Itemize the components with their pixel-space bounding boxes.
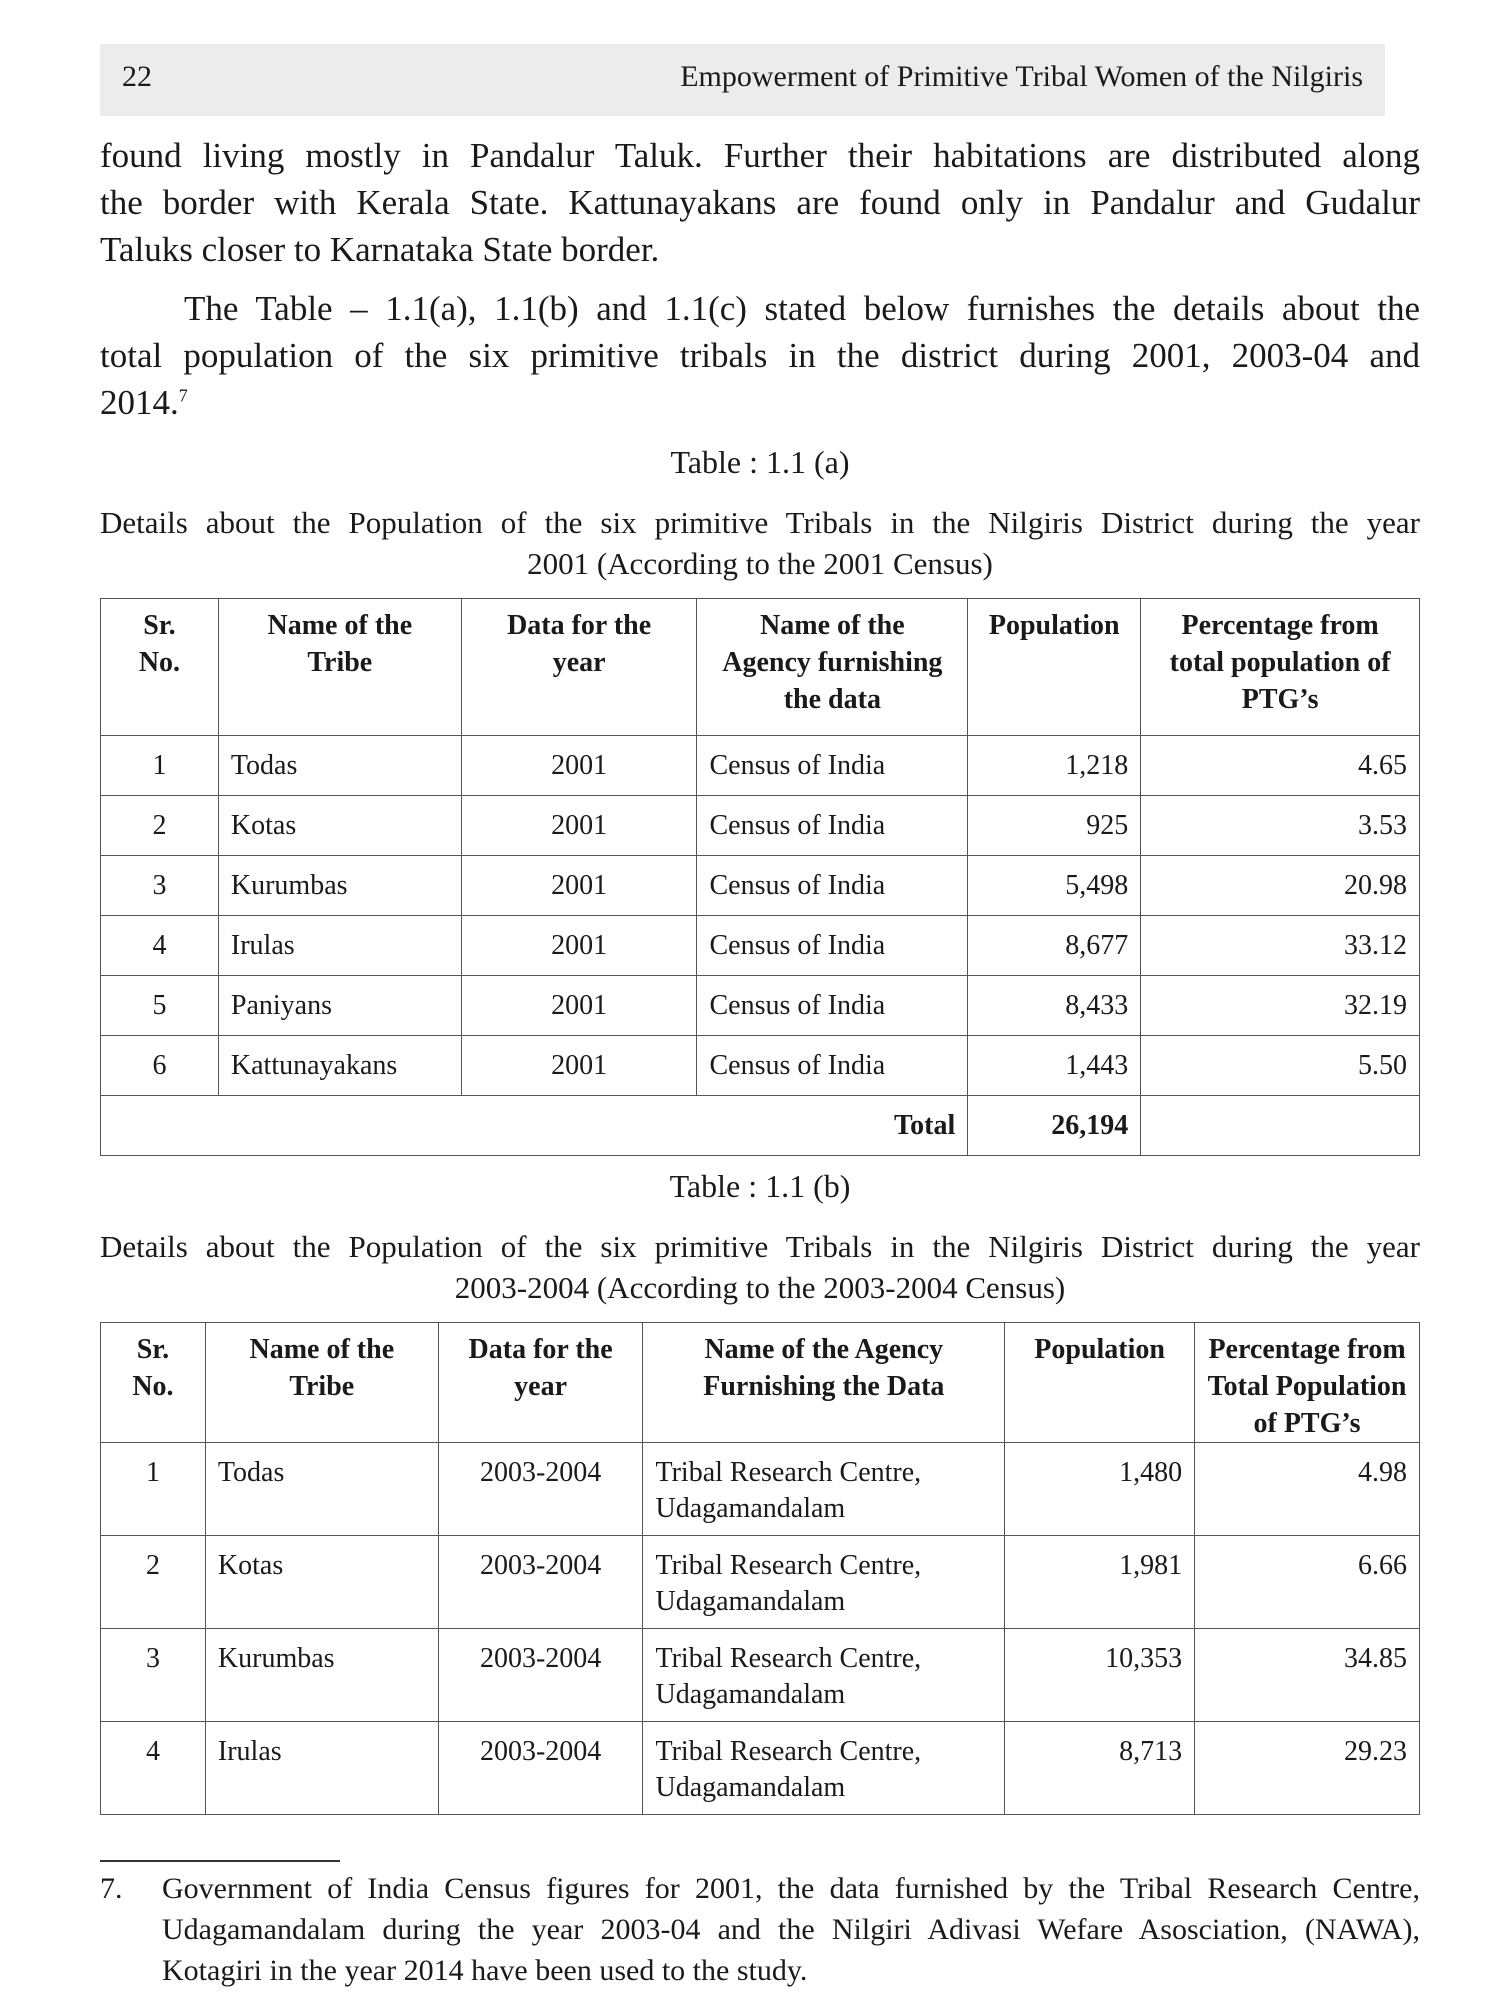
header-sr-no: Sr. No. [101,1323,206,1443]
header-agency: Name of the Agency Furnishing the Data [643,1323,1005,1443]
table-row [101,916,1420,976]
cell-year: 2003-2004 [438,1536,643,1629]
table-row [101,796,1420,856]
cell-year: 2001 [461,1036,697,1096]
cell-agency: Tribal Research Centre, Udagamandalam [643,1443,1005,1536]
total-percentage-empty [1141,1096,1420,1156]
table-row [101,976,1420,1036]
text-fragment: 2014. [100,383,179,422]
cell-tribe: Kotas [205,1536,438,1629]
cell-population: 10,353 [1005,1629,1195,1722]
cell-population: 1,443 [968,1036,1141,1096]
cell-sr: 5 [101,976,219,1036]
cell-population: 1,981 [1005,1536,1195,1629]
population-table-2003-2004 [100,1322,1420,1815]
header-year: Data for the year [461,599,697,736]
cell-percentage: 4.98 [1195,1443,1420,1536]
cell-population: 8,433 [968,976,1141,1036]
cell-population: 925 [968,796,1141,856]
table-row [101,1722,1420,1815]
cell-year: 2001 [461,796,697,856]
header-year: Data for the year [438,1323,643,1443]
text-line: The Table – 1.1(a), 1.1(b) and 1.1(c) stated below furnishes the details about the [184,289,1420,328]
text-line: total population of the six primitive tribals in the district during 2001, 2003-04 and [100,336,1420,375]
text-line: Taluks closer to Karnataka State border. [100,230,660,269]
description-line: 2003-2004 (According to the 2003-2004 Census) [454,1270,1066,1305]
cell-sr: 3 [101,856,219,916]
cell-year: 2003-2004 [438,1629,643,1722]
table-b-label: Table : 1.1 (b) [669,1168,851,1204]
cell-agency: Census of India [697,796,968,856]
cell-agency: Census of India [697,1036,968,1096]
cell-year: 2001 [461,916,697,976]
total-row [101,1096,1420,1156]
population-table-2001 [100,598,1420,1156]
cell-tribe: Paniyans [218,976,461,1036]
cell-agency: Tribal Research Centre, Udagamandalam [643,1629,1005,1722]
table-row [101,1443,1420,1536]
cell-agency: Tribal Research Centre, Udagamandalam [643,1536,1005,1629]
cell-year: 2001 [461,976,697,1036]
cell-agency: Census of India [697,976,968,1036]
description-line: Details about the Population of the six primitive Tribals in the Nilgiris District during the year [100,1229,1420,1264]
cell-sr: 2 [101,796,219,856]
text-line: Udagamandalam during the year 2003-04 and the Nilgiri Adivasi Wefare Asosciation, (NAWA), [162,1913,1420,1946]
header-tribe: Name of the Tribe [218,599,461,736]
cell-agency: Census of India [697,736,968,796]
cell-percentage: 5.50 [1141,1036,1420,1096]
table-row [101,1536,1420,1629]
table-header-row [101,599,1420,736]
cell-percentage: 4.65 [1141,736,1420,796]
cell-population: 1,218 [968,736,1141,796]
cell-sr: 4 [101,1722,206,1815]
cell-percentage: 33.12 [1141,916,1420,976]
cell-tribe: Todas [205,1443,438,1536]
cell-percentage: 34.85 [1195,1629,1420,1722]
running-title: Empowerment of Primitive Tribal Women of the Nilgiris [680,60,1363,93]
header-population: Population [1005,1323,1195,1443]
cell-percentage: 20.98 [1141,856,1420,916]
total-population: 26,194 [968,1096,1141,1156]
text-line: Government of India Census figures for 2001, the data furnished by the Tribal Research Centre, [162,1872,1420,1905]
table-row [101,736,1420,796]
table-a-label: Table : 1.1 (a) [670,444,850,480]
footnote-rule [100,1860,340,1862]
header-sr-no: Sr. No. [101,599,219,736]
text-line: found living mostly in Pandalur Taluk. Further their habitations are distributed along [100,136,1420,175]
cell-tribe: Kurumbas [205,1629,438,1722]
cell-percentage: 3.53 [1141,796,1420,856]
footnote-text [162,1868,1420,1991]
cell-population: 8,713 [1005,1722,1195,1815]
cell-population: 5,498 [968,856,1141,916]
table-row [101,856,1420,916]
table-header-row [101,1323,1420,1443]
cell-tribe: Irulas [205,1722,438,1815]
text-line [100,379,1420,426]
cell-tribe: Kurumbas [218,856,461,916]
paragraph-1 [100,132,1420,273]
text-line: Kotagiri in the year 2014 have been used to the study. [162,1954,808,1987]
header-percentage: Percentage from total population of PTG’s [1141,599,1420,736]
text-line: the border with Kerala State. Kattunayakans are found only in Pandalur and Gudalur [100,183,1420,222]
cell-sr: 6 [101,1036,219,1096]
cell-population: 8,677 [968,916,1141,976]
footnote-number: 7. [100,1872,123,1905]
cell-agency: Census of India [697,916,968,976]
cell-population: 1,480 [1005,1443,1195,1536]
page-number: 22 [122,60,152,93]
table-b-description [100,1226,1420,1308]
cell-tribe: Todas [218,736,461,796]
cell-year: 2001 [461,856,697,916]
description-line: 2001 (According to the 2001 Census) [527,546,993,581]
table-row [101,1629,1420,1722]
cell-percentage: 29.23 [1195,1722,1420,1815]
cell-percentage: 32.19 [1141,976,1420,1036]
header-agency: Name of the Agency furnishing the data [697,599,968,736]
header-population: Population [968,599,1141,736]
paragraph-2 [100,285,1420,426]
total-label: Total [101,1096,968,1156]
cell-agency: Census of India [697,856,968,916]
cell-tribe: Kotas [218,796,461,856]
header-tribe: Name of the Tribe [205,1323,438,1443]
cell-percentage: 6.66 [1195,1536,1420,1629]
cell-sr: 1 [101,1443,206,1536]
cell-tribe: Irulas [218,916,461,976]
cell-agency: Tribal Research Centre, Udagamandalam [643,1722,1005,1815]
running-header [100,44,1385,116]
header-percentage: Percentage from Total Population of PTG’s [1195,1323,1420,1443]
table-a-description [100,502,1420,584]
cell-sr: 4 [101,916,219,976]
cell-tribe: Kattunayakans [218,1036,461,1096]
cell-year: 2003-2004 [438,1722,643,1815]
footnote-ref: 7 [178,385,188,406]
cell-sr: 2 [101,1536,206,1629]
table-row [101,1036,1420,1096]
cell-sr: 3 [101,1629,206,1722]
cell-year: 2001 [461,736,697,796]
cell-sr: 1 [101,736,219,796]
cell-year: 2003-2004 [438,1443,643,1536]
description-line: Details about the Population of the six primitive Tribals in the Nilgiris District during the year [100,505,1420,540]
